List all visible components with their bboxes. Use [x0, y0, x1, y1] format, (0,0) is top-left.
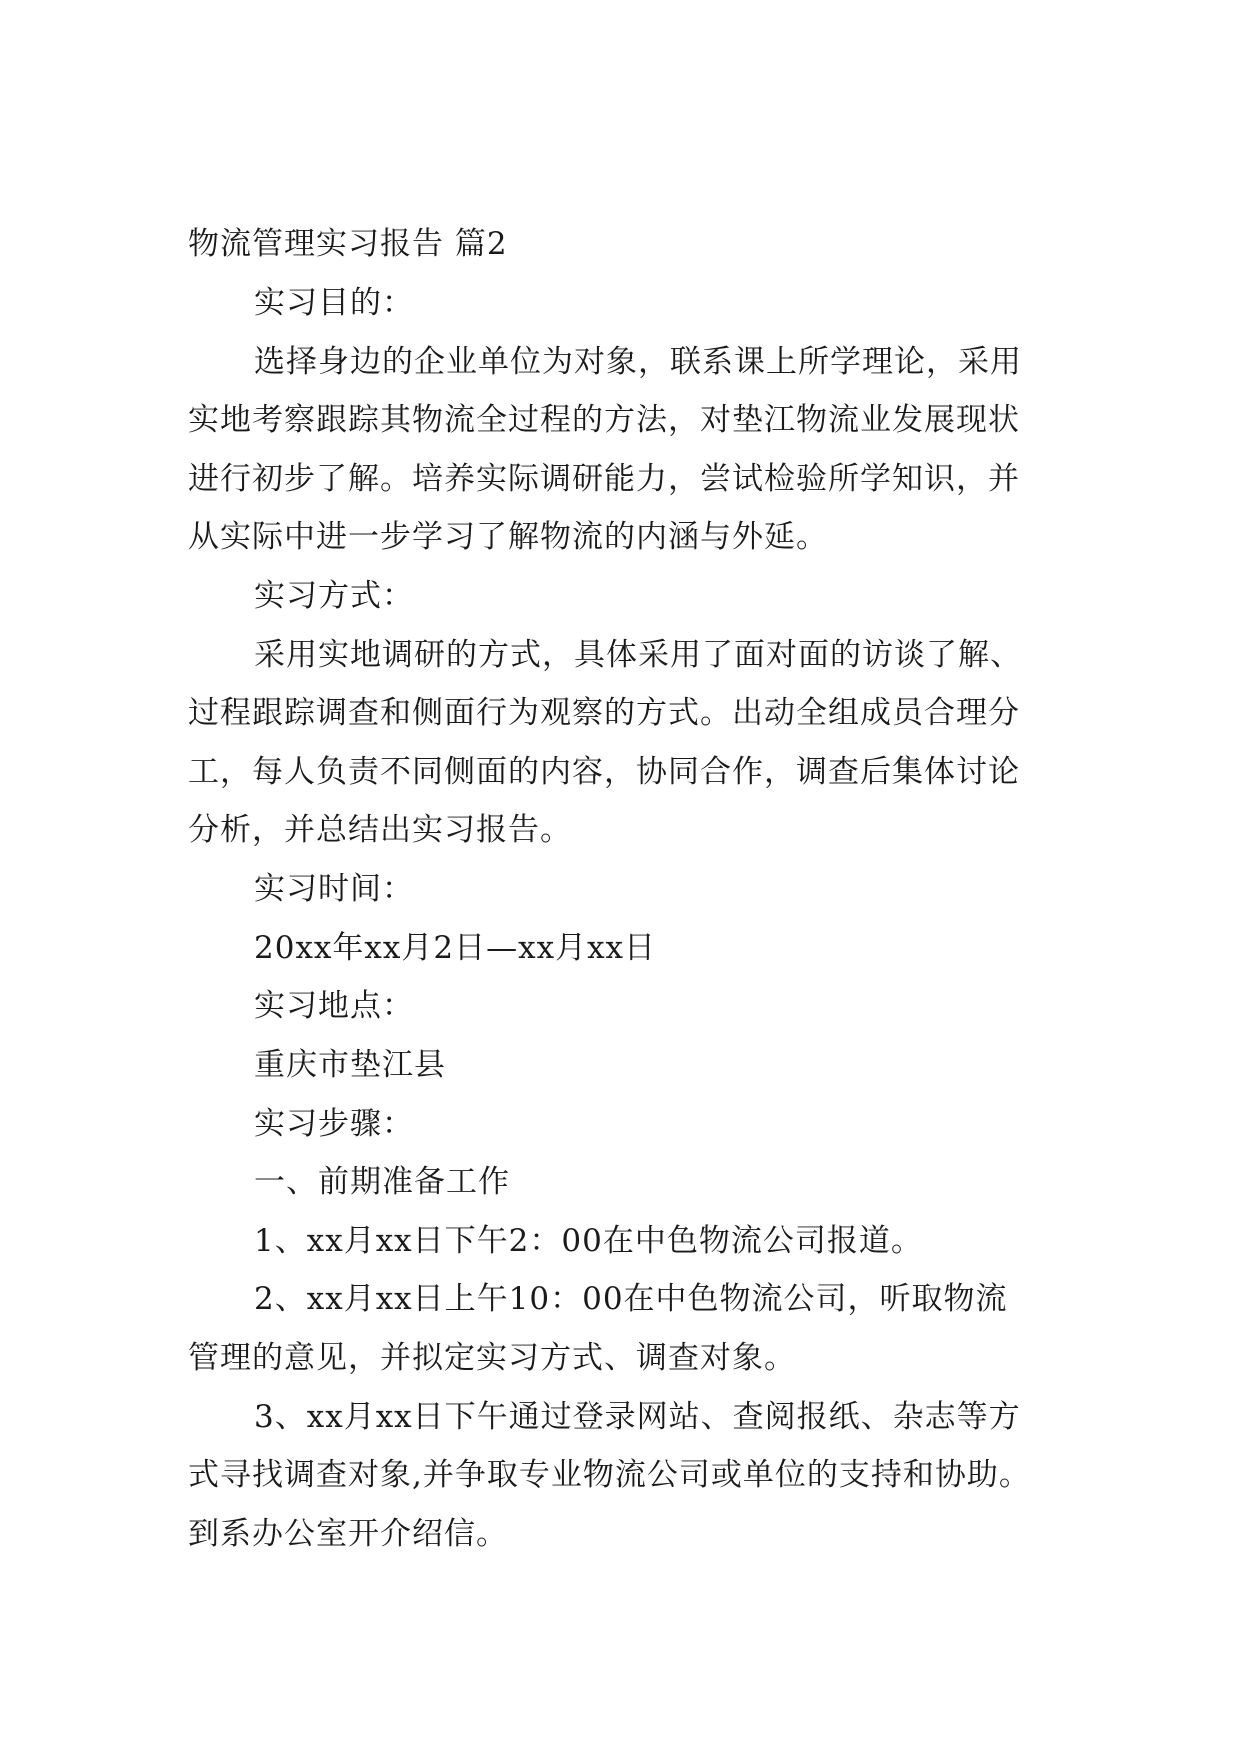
- paragraph-line: 实地考察跟踪其物流全过程的方法，对垫江物流业发展现状: [188, 402, 1020, 438]
- paragraph-line: 选择身边的企业单位为对象，联系课上所学理论，采用: [254, 344, 1022, 380]
- paragraph-line: 进行初步了解。培养实际调研能力，尝试检验所学知识，并: [188, 461, 1020, 497]
- section-heading-purpose: 实习目的：: [254, 285, 414, 321]
- paragraph-line: 过程跟踪调查和侧面行为观察的方式。出动全组成员合理分: [188, 695, 1020, 731]
- list-item-continuation: 式寻找调查对象,并争取专业物流公司或单位的支持和协助。: [188, 1457, 1031, 1493]
- section-heading-time: 实习时间：: [254, 871, 414, 907]
- section-heading-method: 实习方式：: [254, 578, 414, 614]
- document-title: 物流管理实习报告 篇2: [188, 226, 508, 262]
- paragraph-line: 采用实地调研的方式，具体采用了面对面的访谈了解、: [254, 637, 1022, 673]
- list-item: 1、xx月xx日下午2：00在中色物流公司报道。: [254, 1223, 923, 1259]
- section-heading-place: 实习地点：: [254, 988, 414, 1024]
- list-item-continuation: 管理的意见，并拟定实习方式、调查对象。: [188, 1340, 796, 1376]
- internship-location: 重庆市垫江县: [254, 1047, 446, 1083]
- section-heading-steps: 实习步骤：: [254, 1106, 414, 1142]
- list-item: 2、xx月xx日上午10：00在中色物流公司，听取物流: [254, 1281, 1008, 1317]
- paragraph-line: 分析，并总结出实习报告。: [188, 812, 572, 848]
- subsection-heading: 一、前期准备工作: [254, 1164, 510, 1200]
- list-item: 3、xx月xx日下午通过登录网站、查阅报纸、杂志等方: [254, 1399, 1021, 1435]
- paragraph-line: 从实际中进一步学习了解物流的内涵与外延。: [188, 519, 828, 555]
- list-item-continuation: 到系办公室开介绍信。: [188, 1516, 508, 1552]
- paragraph-line: 工，每人负责不同侧面的内容，协同合作，调查后集体讨论: [188, 754, 1020, 790]
- internship-date-range: 20xx年xx月2日—xx月xx日: [254, 930, 657, 966]
